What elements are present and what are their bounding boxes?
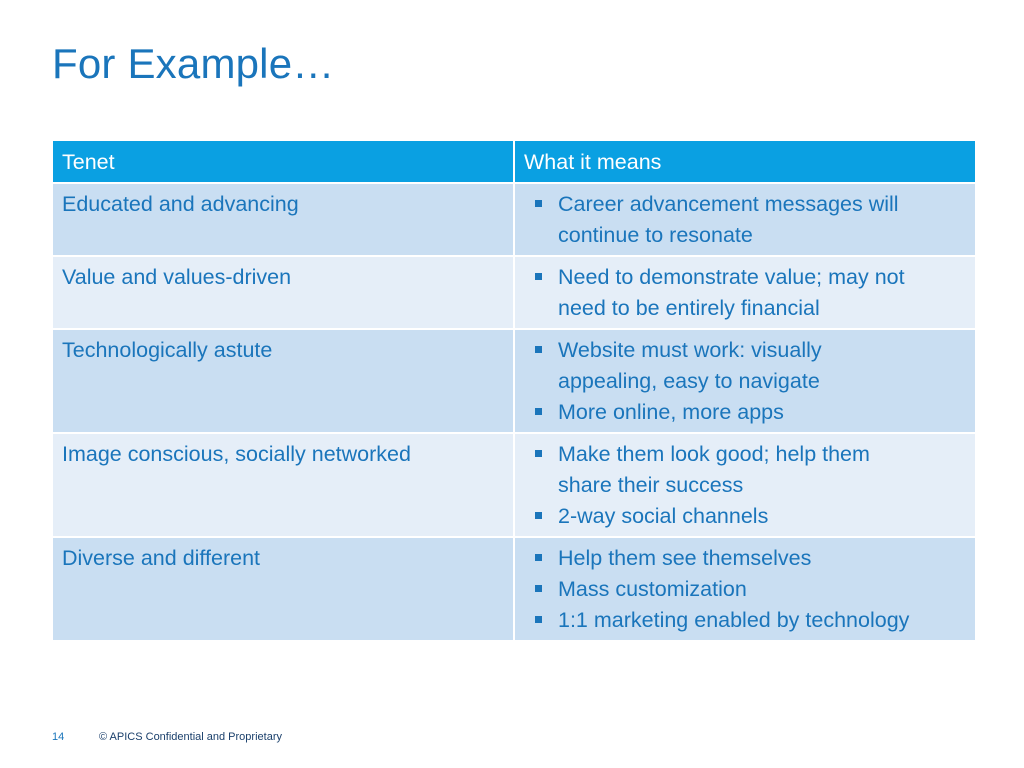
meaning-text: Mass customization <box>558 577 747 601</box>
meaning-list <box>524 262 966 324</box>
meaning-text: need to be entirely financial <box>558 296 820 320</box>
meaning-cell <box>514 329 976 433</box>
square-bullet-icon <box>535 346 542 353</box>
meaning-text: appealing, easy to navigate <box>558 369 820 393</box>
square-bullet-icon <box>535 512 542 519</box>
list-item <box>524 335 966 397</box>
tenet-table <box>51 139 977 642</box>
list-item <box>524 574 966 605</box>
meaning-list <box>524 439 966 532</box>
table-row <box>52 183 976 256</box>
meaning-list <box>524 335 966 428</box>
copyright-notice: © APICS Confidential and Proprietary <box>99 731 282 743</box>
table-row <box>52 537 976 641</box>
list-item <box>524 543 966 574</box>
meaning-text: 1:1 marketing enabled by technology <box>558 608 910 632</box>
list-item <box>524 189 966 251</box>
meaning-text: 2-way social channels <box>558 504 769 528</box>
square-bullet-icon <box>535 616 542 623</box>
list-item <box>524 605 966 636</box>
tenet-cell: Diverse and different <box>52 537 514 641</box>
square-bullet-icon <box>535 273 542 280</box>
meaning-text: share their success <box>558 473 744 497</box>
tenet-cell: Educated and advancing <box>52 183 514 256</box>
header-what-it-means: What it means <box>514 140 976 183</box>
meaning-list <box>524 543 966 636</box>
square-bullet-icon <box>535 408 542 415</box>
slide-title: For Example… <box>52 40 335 87</box>
header-tenet: Tenet <box>52 140 514 183</box>
list-item <box>524 439 966 501</box>
table-row <box>52 256 976 329</box>
meaning-cell <box>514 537 976 641</box>
meaning-text: More online, more apps <box>558 400 784 424</box>
square-bullet-icon <box>535 200 542 207</box>
list-item <box>524 262 966 324</box>
table-row <box>52 433 976 537</box>
meaning-cell <box>514 433 976 537</box>
tenet-cell: Value and values-driven <box>52 256 514 329</box>
table-body <box>52 183 976 641</box>
meaning-list <box>524 189 966 251</box>
meaning-text: Make them look good; help them <box>558 442 870 466</box>
table-row <box>52 329 976 433</box>
meaning-text: Career advancement messages will <box>558 192 899 216</box>
meaning-cell <box>514 256 976 329</box>
meaning-text: continue to resonate <box>558 223 753 247</box>
square-bullet-icon <box>535 585 542 592</box>
square-bullet-icon <box>535 554 542 561</box>
meaning-text: Help them see themselves <box>558 546 812 570</box>
tenet-cell: Technologically astute <box>52 329 514 433</box>
table-header-row <box>52 140 976 183</box>
meaning-text: Website must work: visually <box>558 338 822 362</box>
tenet-cell: Image conscious, socially networked <box>52 433 514 537</box>
meaning-text: Need to demonstrate value; may not <box>558 265 905 289</box>
list-item <box>524 397 966 428</box>
list-item <box>524 501 966 532</box>
page-number: 14 <box>52 731 65 743</box>
meaning-cell <box>514 183 976 256</box>
square-bullet-icon <box>535 450 542 457</box>
